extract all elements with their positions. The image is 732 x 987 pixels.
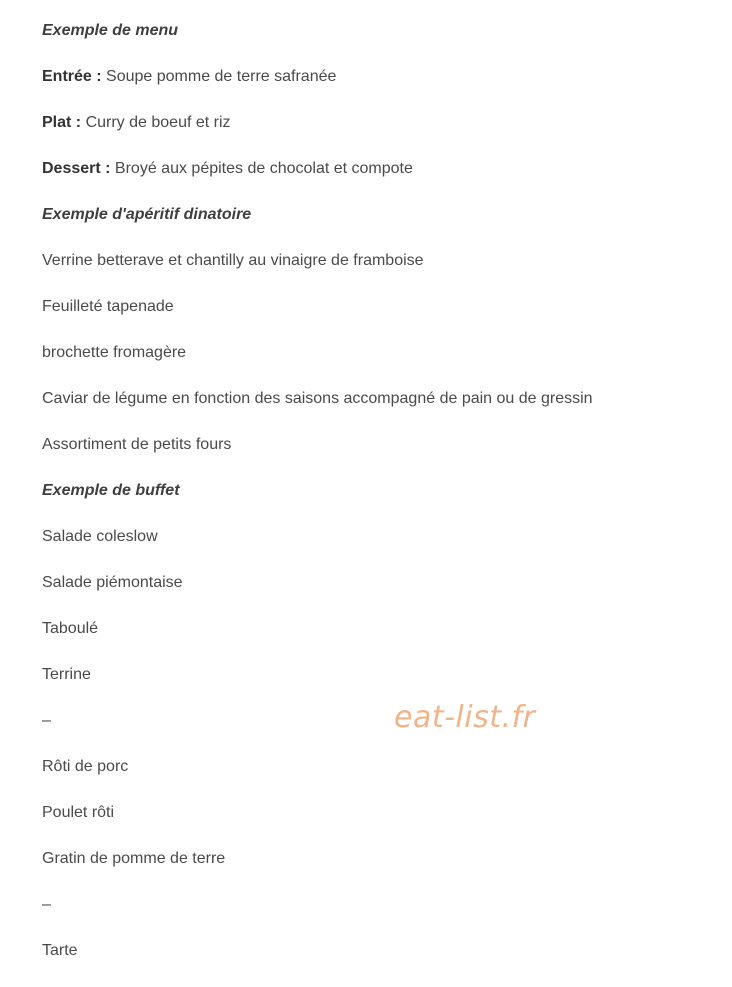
buffet-item: Rôti de porc (42, 758, 129, 775)
menu-entree (42, 67, 702, 113)
article-content (42, 21, 702, 987)
entree-label: Entrée : (42, 68, 102, 85)
plat-value: Curry de boeuf et riz (81, 114, 231, 131)
buffet-heading: Exemple de buffet (42, 482, 180, 499)
menu-plat (42, 113, 702, 159)
entree-value: Soupe pomme de terre safranée (101, 68, 337, 85)
aperitif-heading: Exemple d'apéritif dinatoire (42, 206, 252, 223)
aperitif-item: Assortiment de petits fours (42, 436, 232, 453)
buffet-item: Poulet rôti (42, 804, 115, 821)
aperitif-item: Caviar de légume en fonction des saisons accompagné de pain ou de gressin (42, 390, 593, 407)
buffet-item: Gratin de pomme de terre (42, 850, 226, 867)
buffet-separator: – (42, 896, 51, 913)
buffet-separator: – (42, 712, 51, 729)
buffet-item: Salade coleslow (42, 528, 158, 545)
aperitif-item: brochette fromagère (42, 344, 187, 361)
buffet-item: Salade piémontaise (42, 574, 183, 591)
buffet-item: Terrine (42, 666, 91, 683)
watermark: eat-list.fr (394, 700, 536, 735)
aperitif-item: Verrine betterave et chantilly au vinaigre de framboise (42, 252, 424, 269)
menu-heading: Exemple de menu (42, 22, 179, 39)
buffet-item: Taboulé (42, 620, 99, 637)
menu-dessert (42, 159, 702, 205)
aperitif-item: Feuilleté tapenade (42, 298, 174, 315)
plat-label: Plat : (42, 114, 82, 131)
buffet-item: Tarte (42, 942, 78, 959)
dessert-value: Broyé aux pépites de chocolat et compote (110, 160, 413, 177)
dessert-label: Dessert : (42, 160, 111, 177)
